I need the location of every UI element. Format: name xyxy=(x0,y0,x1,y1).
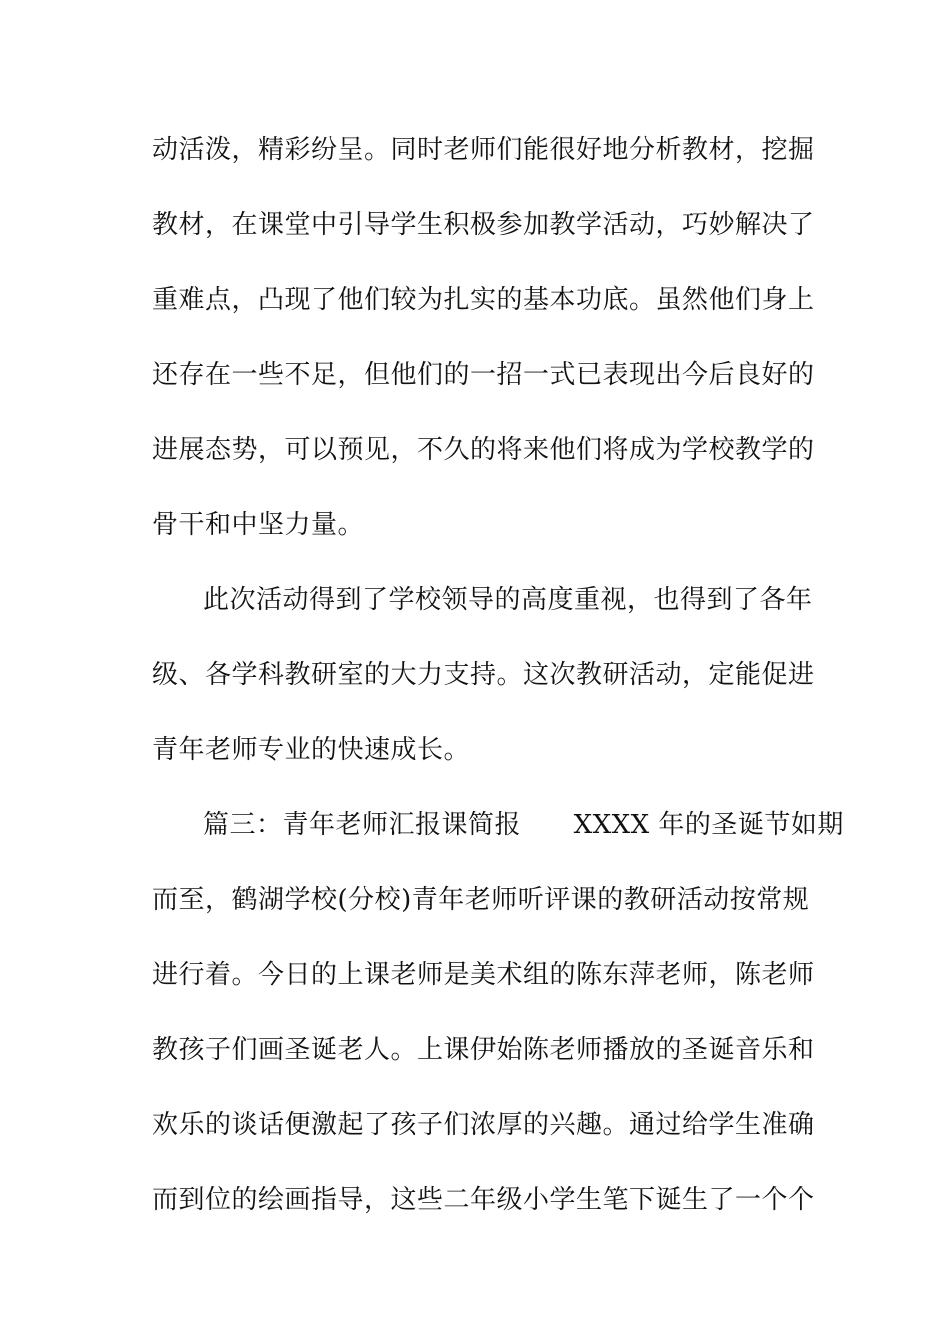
text-line: 教孩子们画圣诞老人。上课伊始陈老师播放的圣诞音乐和 xyxy=(152,1035,815,1065)
text-line: 而至，鹤湖学校(分校)青年老师听评课的教研活动按常规 xyxy=(152,885,810,915)
text-line: 青年老师专业的快速成长。 xyxy=(152,735,471,765)
section-heading-line: 篇三：青年老师汇报课简报 XXXX 年的圣诞节如期 xyxy=(203,810,844,840)
text-line: 而到位的绘画指导，这些二年级小学生笔下诞生了一个个 xyxy=(152,1185,815,1215)
paragraph-first-line: 此次活动得到了学校领导的高度重视，也得到了各年 xyxy=(203,585,813,615)
text-line: 骨干和中坚力量。 xyxy=(152,510,365,540)
text-line: 欢乐的谈话便激起了孩子们浓厚的兴趣。通过给学生准确 xyxy=(152,1110,815,1140)
text-line: 还存在一些不足，但他们的一招一式已表现出今后良好的 xyxy=(152,360,815,390)
text-line: 进行着。今日的上课老师是美术组的陈东萍老师，陈老师 xyxy=(152,960,815,990)
text-line: 动活泼，精彩纷呈。同时老师们能很好地分析教材，挖掘 xyxy=(152,135,815,165)
text-line: 级、各学科教研室的大力支持。这次教研活动，定能促进 xyxy=(152,660,815,690)
text-line: 重难点，凸现了他们较为扎实的基本功底。虽然他们身上 xyxy=(152,285,815,315)
text-line: 教材，在课堂中引导学生积极参加教学活动，巧妙解决了 xyxy=(152,210,815,240)
text-line: 进展态势，可以预见，不久的将来他们将成为学校教学的 xyxy=(152,435,815,465)
